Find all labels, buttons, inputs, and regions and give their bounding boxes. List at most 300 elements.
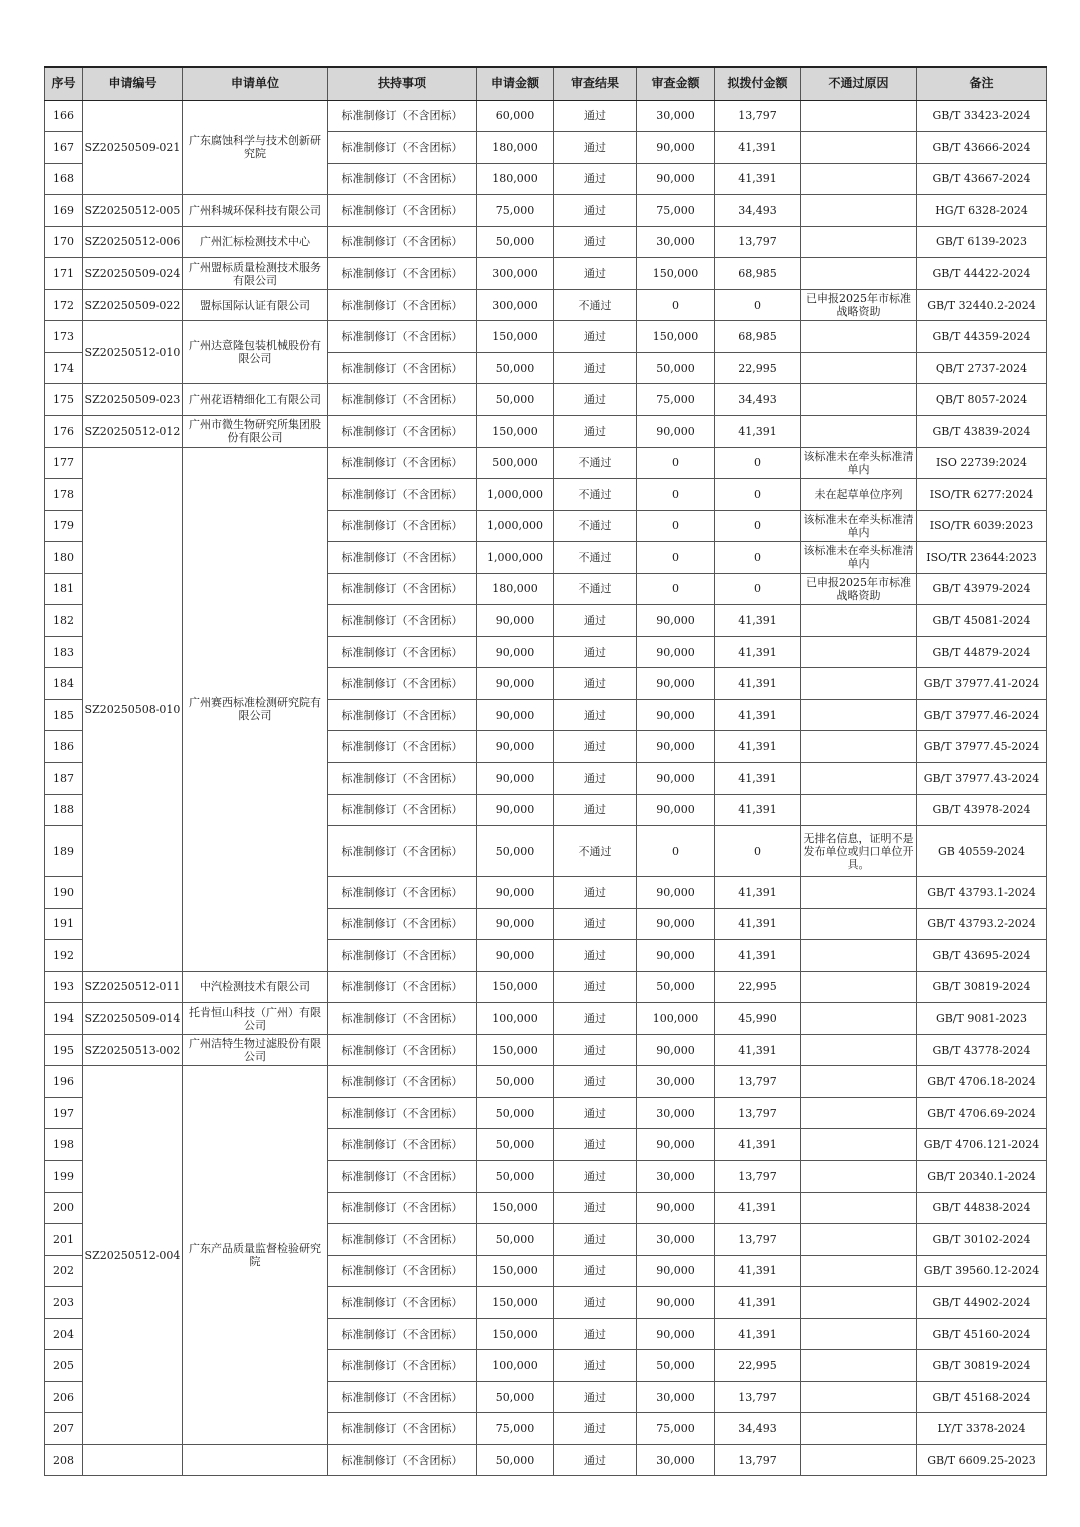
note-cell: GB/T 30819-2024	[917, 1350, 1047, 1382]
reason-cell: 未在起草单位序列	[801, 479, 917, 511]
table-row	[45, 1034, 1047, 1066]
result-cell: 通过	[554, 1350, 637, 1382]
seq-cell: 192	[45, 940, 83, 972]
seq-cell: 195	[45, 1034, 83, 1066]
table-row	[45, 195, 1047, 227]
unit-cell: 广东产品质量监督检验研究院	[183, 1066, 328, 1445]
reason-cell: 已申报2025年市标准战略资助	[801, 573, 917, 605]
reason-cell: 该标准未在牵头标准清单内	[801, 510, 917, 542]
seq-cell: 197	[45, 1097, 83, 1129]
reason-cell: 已申报2025年市标准战略资助	[801, 289, 917, 321]
header-cell: 申请单位	[183, 67, 328, 100]
seq-cell: 188	[45, 794, 83, 826]
grant-amount-cell: 41,391	[715, 794, 801, 826]
app-no-cell: SZ20250509-021	[83, 100, 183, 195]
header-cell: 申请金额	[477, 67, 554, 100]
result-cell: 不通过	[554, 542, 637, 574]
result-cell: 通过	[554, 1034, 637, 1066]
apply-amount-cell: 60,000	[477, 100, 554, 132]
reason-cell	[801, 877, 917, 909]
review-amount-cell: 90,000	[637, 132, 715, 164]
app-no-cell: SZ20250509-014	[83, 1003, 183, 1035]
note-cell: ISO/TR 23644:2023	[917, 542, 1047, 574]
reason-cell	[801, 415, 917, 447]
item-cell: 标准制修订（不含团标）	[328, 826, 477, 877]
funding-table	[44, 66, 1047, 1476]
note-cell: GB/T 45081-2024	[917, 605, 1047, 637]
note-cell: GB/T 30819-2024	[917, 971, 1047, 1003]
review-amount-cell: 30,000	[637, 1224, 715, 1256]
grant-amount-cell: 0	[715, 510, 801, 542]
review-amount-cell: 90,000	[637, 1129, 715, 1161]
reason-cell	[801, 384, 917, 416]
review-amount-cell: 0	[637, 542, 715, 574]
seq-cell: 202	[45, 1255, 83, 1287]
apply-amount-cell: 150,000	[477, 971, 554, 1003]
unit-cell: 广州花语精细化工有限公司	[183, 384, 328, 416]
apply-amount-cell: 100,000	[477, 1350, 554, 1382]
seq-cell: 179	[45, 510, 83, 542]
apply-amount-cell: 90,000	[477, 699, 554, 731]
table-row	[45, 415, 1047, 447]
review-amount-cell: 30,000	[637, 1066, 715, 1098]
result-cell: 通过	[554, 794, 637, 826]
app-no-cell: SZ20250513-002	[83, 1034, 183, 1066]
review-amount-cell: 150,000	[637, 321, 715, 353]
grant-amount-cell: 41,391	[715, 668, 801, 700]
reason-cell	[801, 668, 917, 700]
result-cell: 通过	[554, 384, 637, 416]
table-row	[45, 226, 1047, 258]
grant-amount-cell: 13,797	[715, 1161, 801, 1193]
result-cell: 通过	[554, 762, 637, 794]
seq-cell: 166	[45, 100, 83, 132]
item-cell: 标准制修订（不含团标）	[328, 908, 477, 940]
unit-cell	[183, 1444, 328, 1476]
grant-amount-cell: 41,391	[715, 908, 801, 940]
reason-cell	[801, 258, 917, 290]
apply-amount-cell: 90,000	[477, 668, 554, 700]
result-cell: 不通过	[554, 447, 637, 479]
item-cell: 标准制修订（不含团标）	[328, 384, 477, 416]
note-cell: ISO/TR 6277:2024	[917, 479, 1047, 511]
review-amount-cell: 90,000	[637, 1287, 715, 1319]
review-amount-cell: 90,000	[637, 940, 715, 972]
result-cell: 不通过	[554, 826, 637, 877]
item-cell: 标准制修订（不含团标）	[328, 731, 477, 763]
result-cell: 通过	[554, 1255, 637, 1287]
review-amount-cell: 30,000	[637, 226, 715, 258]
note-cell: GB 40559-2024	[917, 826, 1047, 877]
apply-amount-cell: 90,000	[477, 908, 554, 940]
review-amount-cell: 30,000	[637, 1444, 715, 1476]
seq-cell: 181	[45, 573, 83, 605]
note-cell: GB/T 6609.25-2023	[917, 1444, 1047, 1476]
result-cell: 通过	[554, 908, 637, 940]
note-cell: GB/T 30102-2024	[917, 1224, 1047, 1256]
result-cell: 通过	[554, 1066, 637, 1098]
apply-amount-cell: 90,000	[477, 877, 554, 909]
reason-cell	[801, 1192, 917, 1224]
app-no-cell: SZ20250509-024	[83, 258, 183, 290]
item-cell: 标准制修订（不含团标）	[328, 415, 477, 447]
unit-cell: 托肯恒山科技（广州）有限公司	[183, 1003, 328, 1035]
item-cell: 标准制修订（不含团标）	[328, 1287, 477, 1319]
apply-amount-cell: 90,000	[477, 636, 554, 668]
apply-amount-cell: 75,000	[477, 195, 554, 227]
result-cell: 通过	[554, 100, 637, 132]
apply-amount-cell: 150,000	[477, 415, 554, 447]
unit-cell: 盟标国际认证有限公司	[183, 289, 328, 321]
note-cell: GB/T 37977.41-2024	[917, 668, 1047, 700]
note-cell: GB/T 45160-2024	[917, 1318, 1047, 1350]
seq-cell: 187	[45, 762, 83, 794]
app-no-cell	[83, 1444, 183, 1476]
table-row	[45, 1003, 1047, 1035]
review-amount-cell: 0	[637, 573, 715, 605]
review-amount-cell: 0	[637, 289, 715, 321]
item-cell: 标准制修订（不含团标）	[328, 258, 477, 290]
grant-amount-cell: 13,797	[715, 1066, 801, 1098]
result-cell: 通过	[554, 1192, 637, 1224]
grant-amount-cell: 34,493	[715, 195, 801, 227]
reason-cell	[801, 1255, 917, 1287]
apply-amount-cell: 1,000,000	[477, 479, 554, 511]
seq-cell: 207	[45, 1413, 83, 1445]
note-cell: GB/T 4706.18-2024	[917, 1066, 1047, 1098]
grant-amount-cell: 34,493	[715, 1413, 801, 1445]
result-cell: 通过	[554, 971, 637, 1003]
note-cell: GB/T 44359-2024	[917, 321, 1047, 353]
review-amount-cell: 90,000	[637, 794, 715, 826]
seq-cell: 208	[45, 1444, 83, 1476]
apply-amount-cell: 1,000,000	[477, 510, 554, 542]
app-no-cell: SZ20250512-006	[83, 226, 183, 258]
review-amount-cell: 90,000	[637, 699, 715, 731]
seq-cell: 172	[45, 289, 83, 321]
reason-cell	[801, 195, 917, 227]
reason-cell	[801, 971, 917, 1003]
item-cell: 标准制修订（不含团标）	[328, 573, 477, 605]
review-amount-cell: 75,000	[637, 1413, 715, 1445]
result-cell: 通过	[554, 731, 637, 763]
header-cell: 备注	[917, 67, 1047, 100]
table-row	[45, 289, 1047, 321]
result-cell: 通过	[554, 1224, 637, 1256]
apply-amount-cell: 150,000	[477, 1034, 554, 1066]
note-cell: GB/T 20340.1-2024	[917, 1161, 1047, 1193]
grant-amount-cell: 41,391	[715, 699, 801, 731]
review-amount-cell: 30,000	[637, 1097, 715, 1129]
seq-cell: 171	[45, 258, 83, 290]
apply-amount-cell: 150,000	[477, 1318, 554, 1350]
app-no-cell: SZ20250509-022	[83, 289, 183, 321]
grant-amount-cell: 0	[715, 479, 801, 511]
result-cell: 通过	[554, 699, 637, 731]
reason-cell	[801, 321, 917, 353]
item-cell: 标准制修订（不含团标）	[328, 794, 477, 826]
grant-amount-cell: 0	[715, 447, 801, 479]
apply-amount-cell: 150,000	[477, 1255, 554, 1287]
grant-amount-cell: 41,391	[715, 940, 801, 972]
item-cell: 标准制修订（不含团标）	[328, 877, 477, 909]
item-cell: 标准制修订（不含团标）	[328, 1381, 477, 1413]
review-amount-cell: 0	[637, 826, 715, 877]
reason-cell	[801, 163, 917, 195]
unit-cell: 广东腐蚀科学与技术创新研究院	[183, 100, 328, 195]
grant-amount-cell: 41,391	[715, 762, 801, 794]
apply-amount-cell: 50,000	[477, 1066, 554, 1098]
result-cell: 通过	[554, 321, 637, 353]
note-cell: GB/T 33423-2024	[917, 100, 1047, 132]
app-no-cell: SZ20250512-012	[83, 415, 183, 447]
reason-cell	[801, 1287, 917, 1319]
item-cell: 标准制修订（不含团标）	[328, 510, 477, 542]
reason-cell	[801, 132, 917, 164]
item-cell: 标准制修订（不含团标）	[328, 352, 477, 384]
grant-amount-cell: 13,797	[715, 1224, 801, 1256]
apply-amount-cell: 180,000	[477, 132, 554, 164]
grant-amount-cell: 41,391	[715, 1255, 801, 1287]
reason-cell	[801, 1066, 917, 1098]
reason-cell	[801, 1097, 917, 1129]
grant-amount-cell: 22,995	[715, 352, 801, 384]
reason-cell: 无排名信息，证明不是发布单位或归口单位开具。	[801, 826, 917, 877]
note-cell: GB/T 43978-2024	[917, 794, 1047, 826]
seq-cell: 201	[45, 1224, 83, 1256]
note-cell: ISO 22739:2024	[917, 447, 1047, 479]
item-cell: 标准制修订（不含团标）	[328, 447, 477, 479]
result-cell: 通过	[554, 195, 637, 227]
apply-amount-cell: 1,000,000	[477, 542, 554, 574]
note-cell: GB/T 37977.45-2024	[917, 731, 1047, 763]
table-row	[45, 384, 1047, 416]
seq-cell: 168	[45, 163, 83, 195]
item-cell: 标准制修订（不含团标）	[328, 971, 477, 1003]
item-cell: 标准制修订（不含团标）	[328, 479, 477, 511]
seq-cell: 193	[45, 971, 83, 1003]
apply-amount-cell: 90,000	[477, 794, 554, 826]
result-cell: 通过	[554, 877, 637, 909]
item-cell: 标准制修订（不含团标）	[328, 1034, 477, 1066]
item-cell: 标准制修订（不含团标）	[328, 1129, 477, 1161]
grant-amount-cell: 41,391	[715, 163, 801, 195]
review-amount-cell: 50,000	[637, 1350, 715, 1382]
seq-cell: 189	[45, 826, 83, 877]
item-cell: 标准制修订（不含团标）	[328, 289, 477, 321]
review-amount-cell: 90,000	[637, 877, 715, 909]
reason-cell	[801, 762, 917, 794]
grant-amount-cell: 68,985	[715, 321, 801, 353]
item-cell: 标准制修订（不含团标）	[328, 699, 477, 731]
seq-cell: 206	[45, 1381, 83, 1413]
result-cell: 通过	[554, 1287, 637, 1319]
review-amount-cell: 30,000	[637, 100, 715, 132]
apply-amount-cell: 90,000	[477, 731, 554, 763]
seq-cell: 180	[45, 542, 83, 574]
seq-cell: 170	[45, 226, 83, 258]
item-cell: 标准制修订（不含团标）	[328, 1413, 477, 1445]
review-amount-cell: 90,000	[637, 415, 715, 447]
table-row	[45, 971, 1047, 1003]
seq-cell: 174	[45, 352, 83, 384]
grant-amount-cell: 41,391	[715, 731, 801, 763]
note-cell: GB/T 37977.43-2024	[917, 762, 1047, 794]
reason-cell	[801, 1350, 917, 1382]
item-cell: 标准制修订（不含团标）	[328, 1318, 477, 1350]
review-amount-cell: 0	[637, 447, 715, 479]
note-cell: ISO/TR 6039:2023	[917, 510, 1047, 542]
apply-amount-cell: 50,000	[477, 1444, 554, 1476]
grant-amount-cell: 0	[715, 542, 801, 574]
item-cell: 标准制修订（不含团标）	[328, 321, 477, 353]
seq-cell: 183	[45, 636, 83, 668]
seq-cell: 177	[45, 447, 83, 479]
review-amount-cell: 90,000	[637, 163, 715, 195]
review-amount-cell: 30,000	[637, 1381, 715, 1413]
review-amount-cell: 90,000	[637, 731, 715, 763]
seq-cell: 167	[45, 132, 83, 164]
note-cell: QB/T 2737-2024	[917, 352, 1047, 384]
result-cell: 通过	[554, 1129, 637, 1161]
item-cell: 标准制修订（不含团标）	[328, 636, 477, 668]
seq-cell: 185	[45, 699, 83, 731]
reason-cell	[801, 794, 917, 826]
item-cell: 标准制修订（不含团标）	[328, 226, 477, 258]
apply-amount-cell: 75,000	[477, 1413, 554, 1445]
note-cell: GB/T 43979-2024	[917, 573, 1047, 605]
app-no-cell: SZ20250512-010	[83, 321, 183, 384]
review-amount-cell: 0	[637, 479, 715, 511]
reason-cell: 该标准未在牵头标准清单内	[801, 447, 917, 479]
grant-amount-cell: 13,797	[715, 226, 801, 258]
table-row	[45, 100, 1047, 132]
grant-amount-cell: 68,985	[715, 258, 801, 290]
table-row	[45, 1066, 1047, 1098]
note-cell: HG/T 6328-2024	[917, 195, 1047, 227]
note-cell: GB/T 43695-2024	[917, 940, 1047, 972]
reason-cell	[801, 908, 917, 940]
review-amount-cell: 90,000	[637, 1255, 715, 1287]
result-cell: 通过	[554, 415, 637, 447]
note-cell: GB/T 6139-2023	[917, 226, 1047, 258]
review-amount-cell: 75,000	[637, 195, 715, 227]
seq-cell: 190	[45, 877, 83, 909]
grant-amount-cell: 13,797	[715, 1097, 801, 1129]
review-amount-cell: 90,000	[637, 605, 715, 637]
seq-cell: 205	[45, 1350, 83, 1382]
item-cell: 标准制修订（不含团标）	[328, 100, 477, 132]
grant-amount-cell: 41,391	[715, 1192, 801, 1224]
item-cell: 标准制修订（不含团标）	[328, 1444, 477, 1476]
review-amount-cell: 30,000	[637, 1161, 715, 1193]
reason-cell	[801, 636, 917, 668]
note-cell: GB/T 43839-2024	[917, 415, 1047, 447]
grant-amount-cell: 41,391	[715, 1129, 801, 1161]
grant-amount-cell: 0	[715, 573, 801, 605]
reason-cell	[801, 699, 917, 731]
item-cell: 标准制修订（不含团标）	[328, 1097, 477, 1129]
app-no-cell: SZ20250509-023	[83, 384, 183, 416]
review-amount-cell: 90,000	[637, 636, 715, 668]
review-amount-cell: 90,000	[637, 668, 715, 700]
item-cell: 标准制修订（不含团标）	[328, 1003, 477, 1035]
apply-amount-cell: 50,000	[477, 1161, 554, 1193]
apply-amount-cell: 100,000	[477, 1003, 554, 1035]
reason-cell	[801, 1034, 917, 1066]
apply-amount-cell: 90,000	[477, 605, 554, 637]
unit-cell: 广州汇标检测技术中心	[183, 226, 328, 258]
item-cell: 标准制修订（不含团标）	[328, 1192, 477, 1224]
apply-amount-cell: 300,000	[477, 289, 554, 321]
review-amount-cell: 90,000	[637, 1192, 715, 1224]
result-cell: 不通过	[554, 573, 637, 605]
note-cell: GB/T 4706.121-2024	[917, 1129, 1047, 1161]
result-cell: 通过	[554, 1161, 637, 1193]
grant-amount-cell: 13,797	[715, 1381, 801, 1413]
review-amount-cell: 90,000	[637, 908, 715, 940]
apply-amount-cell: 50,000	[477, 352, 554, 384]
grant-amount-cell: 0	[715, 826, 801, 877]
reason-cell	[801, 100, 917, 132]
reason-cell	[801, 1318, 917, 1350]
result-cell: 通过	[554, 258, 637, 290]
apply-amount-cell: 50,000	[477, 384, 554, 416]
seq-cell: 194	[45, 1003, 83, 1035]
item-cell: 标准制修订（不含团标）	[328, 542, 477, 574]
reason-cell	[801, 1381, 917, 1413]
result-cell: 通过	[554, 1381, 637, 1413]
grant-amount-cell: 0	[715, 289, 801, 321]
note-cell: GB/T 43793.1-2024	[917, 877, 1047, 909]
header-cell: 审查金额	[637, 67, 715, 100]
item-cell: 标准制修订（不含团标）	[328, 605, 477, 637]
apply-amount-cell: 90,000	[477, 762, 554, 794]
result-cell: 通过	[554, 226, 637, 258]
result-cell: 通过	[554, 1413, 637, 1445]
unit-cell: 广州盟标质量检测技术服务有限公司	[183, 258, 328, 290]
note-cell: GB/T 4706.69-2024	[917, 1097, 1047, 1129]
grant-amount-cell: 41,391	[715, 415, 801, 447]
reason-cell	[801, 1444, 917, 1476]
note-cell: LY/T 3378-2024	[917, 1413, 1047, 1445]
review-amount-cell: 50,000	[637, 352, 715, 384]
apply-amount-cell: 90,000	[477, 940, 554, 972]
note-cell: GB/T 44902-2024	[917, 1287, 1047, 1319]
item-cell: 标准制修订（不含团标）	[328, 195, 477, 227]
result-cell: 不通过	[554, 479, 637, 511]
table-row	[45, 1444, 1047, 1476]
grant-amount-cell: 41,391	[715, 877, 801, 909]
seq-cell: 184	[45, 668, 83, 700]
apply-amount-cell: 150,000	[477, 321, 554, 353]
reason-cell	[801, 1224, 917, 1256]
seq-cell: 196	[45, 1066, 83, 1098]
note-cell: GB/T 43666-2024	[917, 132, 1047, 164]
reason-cell	[801, 940, 917, 972]
apply-amount-cell: 180,000	[477, 573, 554, 605]
apply-amount-cell: 300,000	[477, 258, 554, 290]
header-cell: 序号	[45, 67, 83, 100]
grant-amount-cell: 41,391	[715, 1318, 801, 1350]
grant-amount-cell: 22,995	[715, 971, 801, 1003]
result-cell: 通过	[554, 1444, 637, 1476]
unit-cell: 广州市微生物研究所集团股份有限公司	[183, 415, 328, 447]
table-row	[45, 258, 1047, 290]
seq-cell: 203	[45, 1287, 83, 1319]
table-row	[45, 321, 1047, 353]
grant-amount-cell: 41,391	[715, 1034, 801, 1066]
